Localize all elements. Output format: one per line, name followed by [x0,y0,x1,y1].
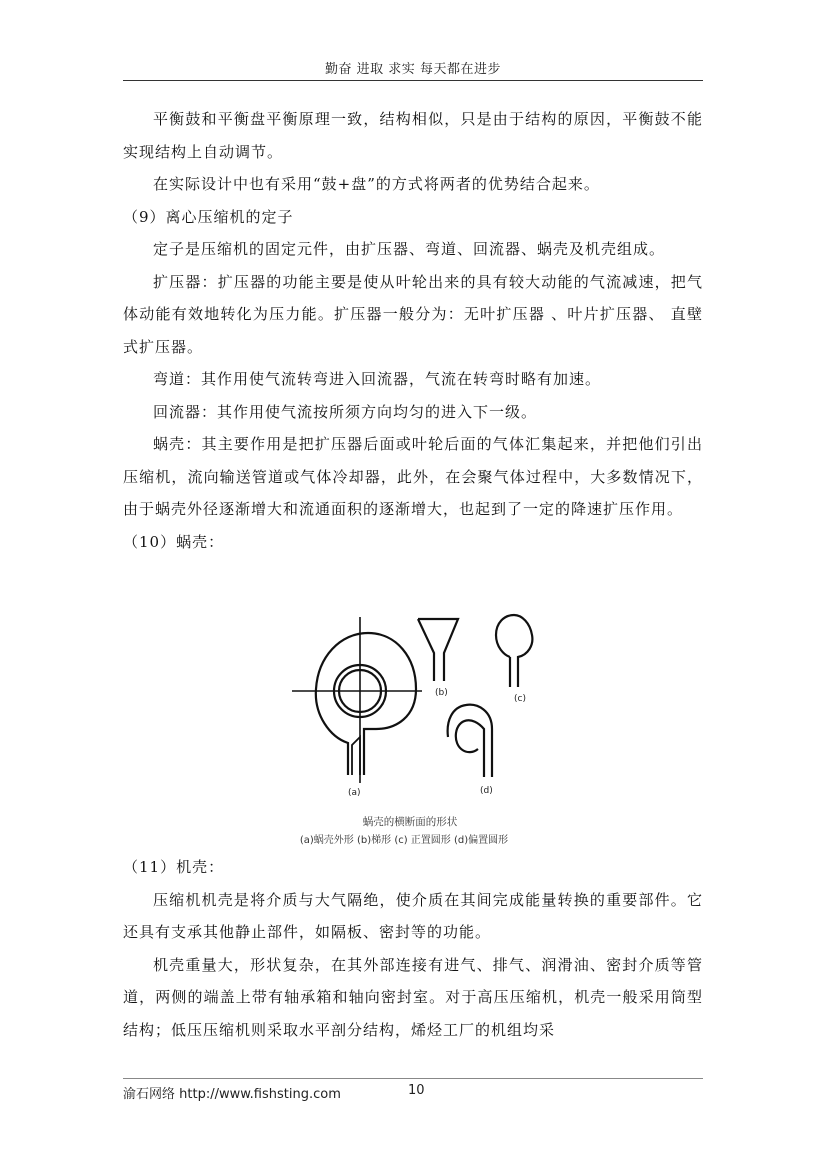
heading-volute: （10）蜗壳： [123,532,225,551]
footer-divider [123,1078,703,1079]
page-header: 勤奋 进取 求实 每天都在进步 [325,62,501,77]
volute-wall-a [352,737,360,775]
header-divider [123,80,703,81]
page-number: 10 [408,1083,425,1098]
paragraph-drum-disc: 在实际设计中也有采用“鼓+盘”的方式将两者的优势结合起来。 [153,175,600,193]
paragraph-balance-drum: 平衡鼓和平衡盘平衡原理一致，结构相似，只是由于结构的原因，平衡鼓不能实现结构上自动调节。 [123,110,703,161]
figure-caption-title: 蜗壳的横断面的形状 [362,816,458,828]
page-content [123,103,703,1046]
paragraph-stator: 定子是压缩机的固定元件，由扩压器、弯道、回流器、蜗壳及机壳组成。 [153,240,666,258]
figure-label-d: (d) [480,786,493,796]
trapezoid-section-b [418,619,458,681]
offset-circle-section-d [448,705,492,777]
volute-outline-a [316,633,416,775]
volute-figure [292,605,526,860]
page-footer [123,1083,703,1102]
paragraph-casing-structure: 机壳重量大，形状复杂，在其外部连接有进气、排气、润滑油、密封介质等管道，两侧的端盖上带有轴承箱和轴向密封室。对于高压压缩机，机壳一般采用筒型结构；低压压缩机则采取水平剖分结构，烯烃工厂的机组均采 [123,955,703,1039]
paragraph-return-channel: 回流器：其作用使气流按所须方向均匀的进入下一级。 [153,402,538,421]
heading-stator: （9）离心压缩机的定子 [123,207,294,226]
paragraph-bend: 弯道：其作用使气流转弯进入回流器，气流在转弯时略有加速。 [153,370,602,388]
volute-diagram [292,605,526,860]
paragraph-volute: 蜗壳：其主要作用是把扩压器后面或叶轮后面的气体汇集起来，并把他们引出压缩机，流向输送管道或气体冷却器，此外，在会聚气体过程中，大多数情况下，由于蜗壳外径逐渐增大和流通面积的逐渐增大，也起到了一定的降速扩压作用。 [123,435,703,518]
figure-caption-legend: (a)蜗壳外形 (b)梯形 (c) 正置圆形 (d)偏置圆形 [299,835,509,846]
footer-site: 渝石网络 http://www.fishsting.com [123,1087,341,1102]
figure-label-a: (a) [348,788,361,798]
paragraph-casing: 压缩机机壳是将介质与大气隔绝，使介质在其间完成能量转换的重要部件。它还具有支承其他静止部件，如隔板、密封等的功能。 [123,890,703,941]
figure-label-c: (c) [514,694,526,704]
figure-label-b: (b) [435,688,448,698]
paragraph-diffuser: 扩压器：扩压器的功能主要是使从叶轮出来的具有较大动能的气流减速，把气体动能有效地转化为压力能。扩压器一般分为：无叶扩压器 、叶片扩压器、 直壁式扩压器。 [123,272,703,356]
heading-casing: （11）机壳： [123,858,225,876]
